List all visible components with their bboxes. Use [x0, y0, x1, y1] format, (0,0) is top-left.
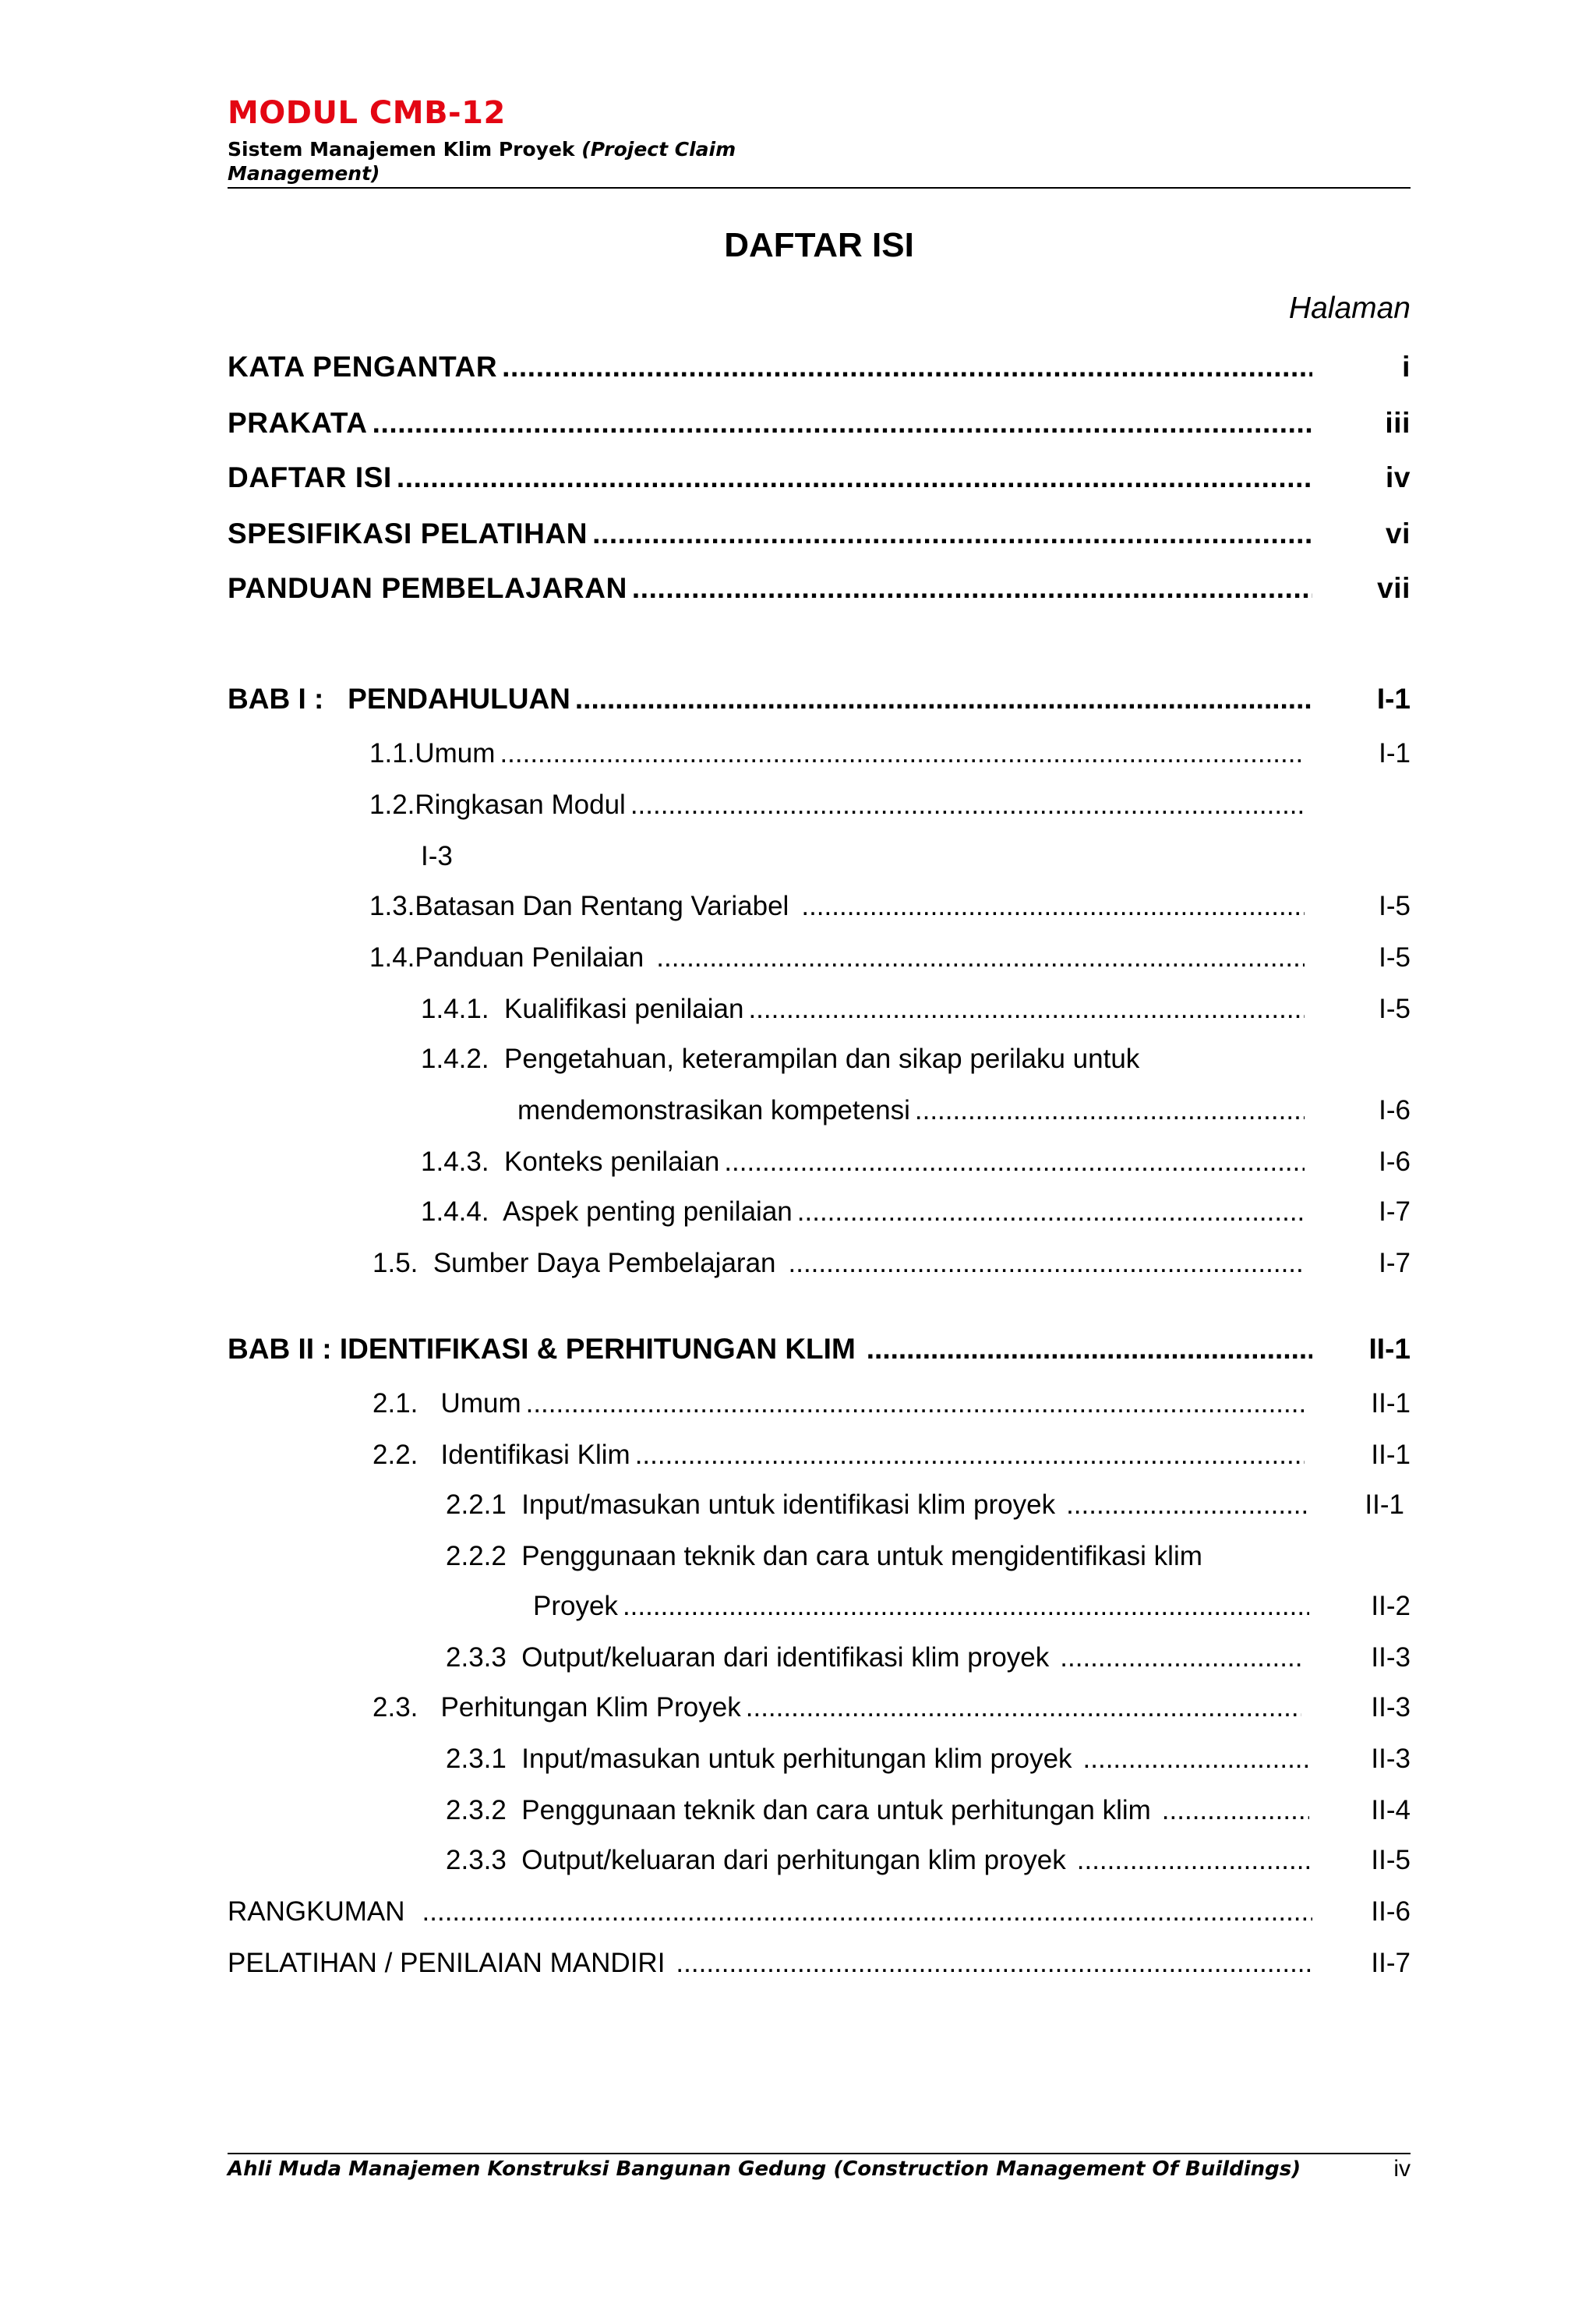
toc-entry[interactable]: [228, 348, 1411, 387]
leader-dots: [500, 734, 1305, 773]
toc-entry[interactable]: [228, 404, 1411, 443]
toc-entry-page: II-6: [1371, 1896, 1411, 1927]
toc-entry[interactable]: [228, 1944, 1411, 1983]
toc-entry[interactable]: [228, 938, 1411, 977]
toc-entry-page: iv: [1385, 461, 1411, 493]
leader-dots: [915, 1091, 1305, 1130]
leader-dots: [373, 404, 1312, 443]
toc-chapter-page: II-1: [1368, 1333, 1411, 1365]
toc-entry[interactable]: [228, 887, 1411, 926]
leader-dots: [526, 1384, 1305, 1423]
halaman-label: Halaman: [1288, 292, 1411, 325]
footer-text: Ahli Muda Manajemen Konstruksi Bangunan Gedung (Construction Management Of Buildings): [228, 2157, 1301, 2181]
toc-entry[interactable]: [228, 1436, 1411, 1475]
leader-dots: [867, 1330, 1312, 1369]
toc-entry-page: vii: [1377, 572, 1411, 604]
toc-entry-label: Proyek: [533, 1591, 618, 1621]
leader-dots: [575, 680, 1312, 719]
toc-entry-page: I-7: [1379, 1248, 1411, 1278]
toc-entry-label: 2.3.3 Output/keluaran dari identifikasi klim proyek: [446, 1642, 1050, 1673]
toc-entry-page: II-1: [1365, 1489, 1404, 1520]
leader-dots: [748, 990, 1305, 1029]
leader-dots: [801, 887, 1305, 926]
toc-entry[interactable]: [228, 1740, 1411, 1779]
leader-dots: [1060, 1638, 1305, 1677]
toc-chapter[interactable]: [228, 680, 1411, 719]
toc-entry[interactable]: [228, 1892, 1411, 1931]
leader-dots: [1083, 1740, 1309, 1779]
footer-page-number: iv: [1393, 2156, 1411, 2182]
toc-entry[interactable]: [228, 1091, 1411, 1130]
toc-entry[interactable]: [228, 1193, 1411, 1231]
leader-dots: [789, 1244, 1305, 1283]
toc-entry[interactable]: [228, 1638, 1411, 1677]
toc-entry-label: mendemonstrasikan kompetensi: [517, 1095, 910, 1125]
toc-entry-label: PELATIHAN / PENILAIAN MANDIRI: [228, 1948, 666, 1978]
toc-entry[interactable]: [228, 514, 1411, 553]
toc-entry[interactable]: [228, 569, 1411, 608]
toc-entry-page: II-3: [1371, 1642, 1411, 1673]
toc-entry[interactable]: [228, 458, 1411, 497]
toc-entry-label: DAFTAR ISI: [228, 461, 392, 493]
leader-dots: [397, 458, 1312, 497]
toc-entry-page: II-2: [1371, 1591, 1411, 1621]
module-subtitle: [228, 137, 789, 186]
leader-dots: [502, 348, 1312, 387]
leader-dots: [1077, 1841, 1309, 1880]
toc-entry-label: KATA PENGANTAR: [228, 351, 498, 383]
toc-entry[interactable]: [228, 837, 1411, 876]
toc-entry-label: 1.4.2. Pengetahuan, keterampilan dan sikap perilaku untuk: [421, 1044, 1140, 1074]
toc-entry[interactable]: [228, 1486, 1411, 1525]
page-title: DAFTAR ISI: [724, 226, 914, 264]
leader-dots: [656, 938, 1305, 977]
toc-entry[interactable]: [228, 990, 1411, 1029]
toc-entry-page: I-7: [1379, 1196, 1411, 1227]
toc-entry-page: II-7: [1371, 1948, 1411, 1978]
toc-entry-label: 1.4.Panduan Penilaian: [369, 942, 644, 973]
toc-entry-label: 1.4.4. Aspek penting penilaian: [421, 1196, 793, 1227]
leader-dots: [623, 1587, 1309, 1626]
module-subtitle-italic: (Project Claim Management): [228, 138, 736, 185]
toc-entry-page: II-5: [1371, 1845, 1411, 1875]
leader-dots: [797, 1193, 1305, 1231]
toc-entry-label: 2.3.1 Input/masukan untuk perhitungan klim proyek: [446, 1744, 1072, 1774]
leader-dots: [632, 569, 1312, 608]
toc-chapter-label: BAB I : PENDAHULUAN: [228, 683, 570, 715]
toc-entry-page: I-5: [1379, 942, 1411, 973]
toc-entry[interactable]: [228, 786, 1411, 825]
toc-entry-label: 1.4.3. Konteks penilaian: [421, 1147, 720, 1177]
toc-entry-page: iii: [1385, 407, 1411, 439]
toc-entry-label: I-3: [421, 841, 453, 871]
footer-rule: [228, 2153, 1411, 2154]
leader-dots: [630, 786, 1305, 825]
module-title: MODUL CMB-12: [228, 95, 506, 131]
toc-entry-page: II-3: [1371, 1692, 1411, 1723]
toc-entry-page: vi: [1385, 518, 1411, 549]
toc-entry-page: II-1: [1371, 1388, 1411, 1419]
toc-entry-label: 1.2.Ringkasan Modul: [369, 790, 626, 820]
toc-entry-label: 2.3.2 Penggunaan teknik dan cara untuk perhitungan klim: [446, 1795, 1151, 1825]
toc-entry[interactable]: [228, 734, 1411, 773]
toc-entry-label: 2.2. Identifikasi Klim: [373, 1440, 630, 1470]
leader-dots: [422, 1892, 1312, 1931]
toc-entry-page: II-3: [1371, 1744, 1411, 1774]
toc-entry-label: 2.1. Umum: [373, 1388, 521, 1419]
leader-dots: [1162, 1791, 1309, 1830]
toc-entry[interactable]: [228, 1040, 1411, 1079]
document-page: [228, 0, 1411, 2318]
toc-entry-label: 2.3. Perhitungan Klim Proyek: [373, 1692, 741, 1723]
toc-entry-label: PRAKATA: [228, 407, 368, 439]
toc-entry-page: I-1: [1379, 738, 1411, 769]
toc-chapter[interactable]: [228, 1330, 1411, 1369]
toc-entry-label: 2.2.2 Penggunaan teknik dan cara untuk mengidentifikasi klim: [446, 1541, 1202, 1571]
toc-entry[interactable]: [228, 1688, 1411, 1727]
toc-entry-label: 1.4.1. Kualifikasi penilaian: [421, 994, 744, 1024]
toc-chapter-page: I-1: [1376, 683, 1411, 715]
header-rule: [228, 187, 1411, 189]
toc-entry-label: RANGKUMAN: [228, 1896, 405, 1927]
toc-entry[interactable]: [228, 1841, 1411, 1880]
toc-entry-label: 2.3.3 Output/keluaran dari perhitungan klim proyek: [446, 1845, 1066, 1875]
toc-entry-page: I-5: [1379, 994, 1411, 1024]
toc-entry-label: PANDUAN PEMBELAJARAN: [228, 572, 627, 604]
toc-entry-page: II-1: [1371, 1440, 1411, 1470]
toc-entry[interactable]: [228, 1244, 1411, 1283]
toc-entry-label: 1.5. Sumber Daya Pembelajaran: [373, 1248, 776, 1278]
leader-dots: [1066, 1486, 1309, 1525]
leader-dots: [592, 514, 1312, 553]
toc-entry[interactable]: [228, 1537, 1411, 1576]
leader-dots: [635, 1436, 1305, 1475]
toc-entry-page: I-6: [1379, 1095, 1411, 1125]
leader-dots: [676, 1944, 1312, 1983]
leader-dots: [746, 1688, 1301, 1727]
toc-chapter-label: BAB II : IDENTIFIKASI & PERHITUNGAN KLIM: [228, 1333, 856, 1365]
toc-entry-page: II-4: [1371, 1795, 1411, 1825]
toc-entry-label: SPESIFIKASI PELATIHAN: [228, 518, 588, 549]
toc-entry[interactable]: [228, 1587, 1411, 1626]
toc-entry-label: 1.3.Batasan Dan Rentang Variabel: [369, 891, 789, 921]
toc-entry[interactable]: [228, 1384, 1411, 1423]
toc-entry[interactable]: [228, 1791, 1411, 1830]
toc-entry-page: I-6: [1379, 1147, 1411, 1177]
module-subtitle-main: Sistem Manajemen Klim Proyek: [228, 138, 575, 161]
toc-entry-page: i: [1402, 351, 1411, 383]
leader-dots: [724, 1143, 1305, 1182]
toc-entry-label: 1.1.Umum: [369, 738, 496, 769]
toc-entry-label: 2.2.1 Input/masukan untuk identifikasi klim proyek: [446, 1489, 1056, 1520]
toc-entry[interactable]: [228, 1143, 1411, 1182]
toc-entry-page: I-5: [1379, 891, 1411, 921]
